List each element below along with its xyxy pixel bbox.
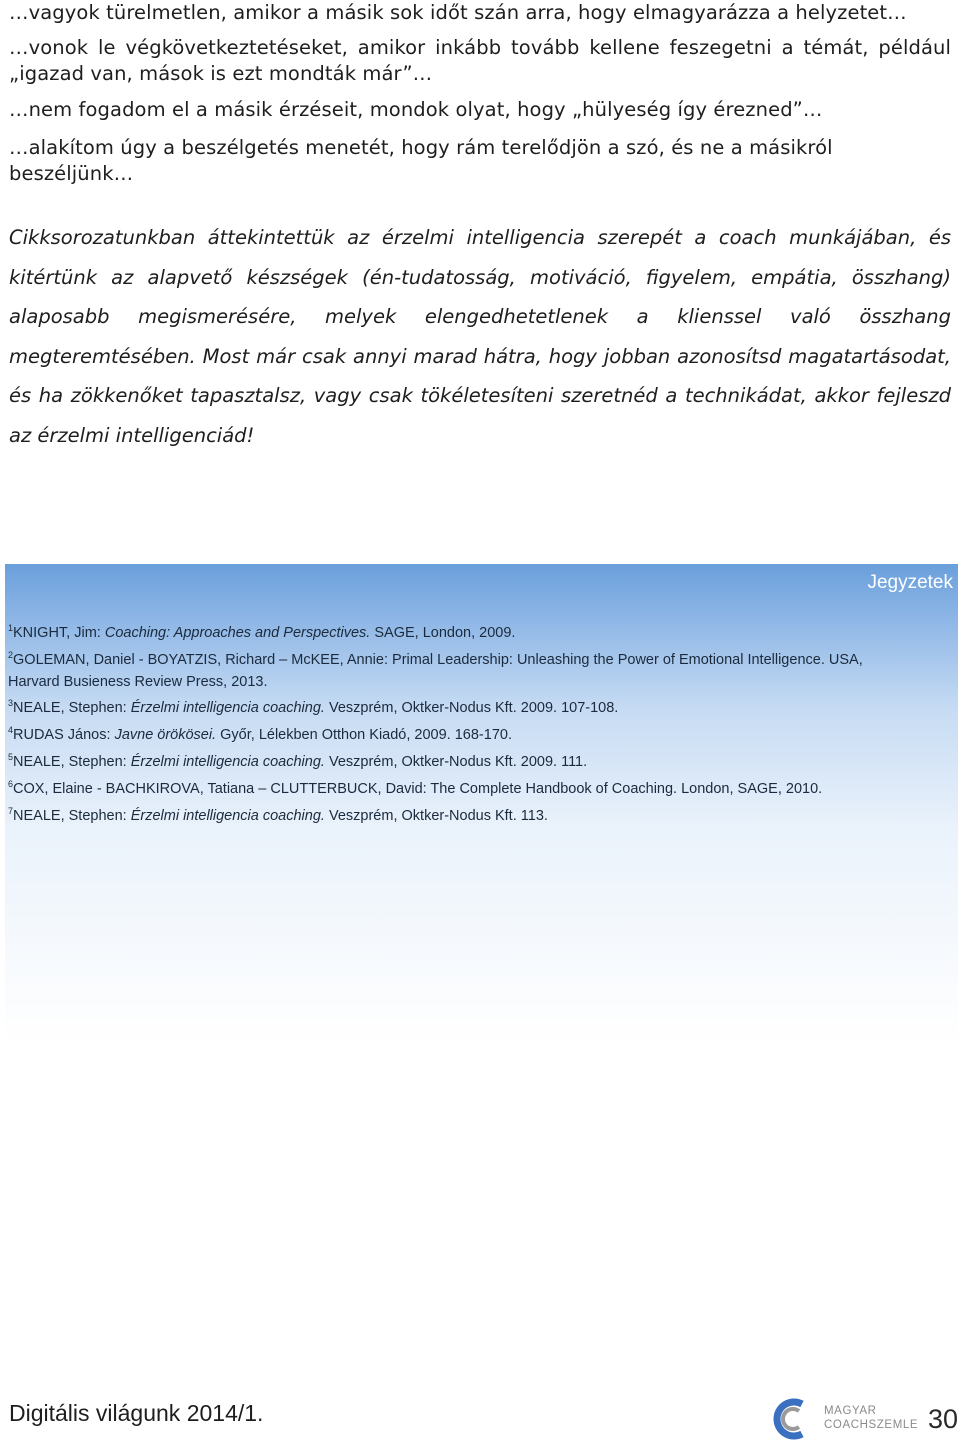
bullet-item: …nem fogadom el a másik érzéseit, mondok olyat, hogy „hülyeség így érezned”…: [9, 98, 823, 121]
note-title: Érzelmi intelligencia coaching.: [130, 753, 325, 770]
note-text: KNIGHT, Jim:: [13, 625, 105, 641]
note-title: Coaching: Approaches and Perspectives.: [104, 625, 371, 641]
note-item: [8, 747, 908, 774]
magyar-coachszemle-logo-icon: [772, 1398, 812, 1440]
bullet-item: …vagyok türelmetlen, amikor a másik sok időt szán arra, hogy elmagyarázza a helyzetet…: [9, 1, 907, 24]
notes-title: Jegyzetek: [867, 572, 953, 593]
note-item: [8, 774, 908, 801]
note-title: Javne örökösei.: [114, 727, 217, 744]
note-title: Érzelmi intelligencia coaching.: [130, 807, 325, 824]
note-text: NEALE, Stephen:: [13, 753, 131, 770]
bullet-item: …alakítom úgy a beszélgetés menetét, hogy rám terelődjön a szó, és ne a másikról beszéljünk…: [9, 136, 833, 185]
note-text: GOLEMAN, Daniel - BOYATZIS, Richard – McKEE, Annie: Primal Leadership: Unleashing the Power of Emotional Intelligence. USA, Harvard Busieness Review Press, 2013.: [8, 651, 863, 690]
note-title: Érzelmi intelligencia coaching.: [130, 700, 325, 717]
note-text: SAGE, London, 2009.: [370, 625, 516, 641]
notes-panel: [5, 564, 958, 1044]
note-text: Győr, Lélekben Otthon Kiadó, 2009. 168-170.: [216, 727, 512, 744]
page-number: 30: [928, 1404, 959, 1434]
note-number: 6: [8, 778, 14, 789]
note-text: NEALE, Stephen:: [13, 807, 131, 824]
note-number: 5: [8, 751, 14, 762]
note-text: Veszprém, Oktker-Nodus Kft. 2009. 111.: [324, 753, 588, 770]
note-text: NEALE, Stephen:: [13, 700, 131, 717]
notes-list: [8, 618, 908, 827]
logo-line: MAGYAR: [824, 1405, 877, 1417]
bullet-item: …vonok le végkövetkeztetéseket, amikor inkább tovább kellene feszegetni a témát, például „igazad van, mások is ezt mondták már”…: [9, 36, 951, 85]
logo-text: [824, 1404, 918, 1432]
note-item: [8, 618, 908, 645]
note-text: Veszprém, Oktker-Nodus Kft. 113.: [324, 807, 548, 824]
note-number: 2: [8, 649, 14, 660]
note-text: RUDAS János:: [13, 727, 115, 744]
note-number: 3: [8, 698, 14, 709]
note-item: [8, 645, 908, 694]
note-text: COX, Elaine - BACHKIROVA, Tatiana – CLUTTERBUCK, David: The Complete Handbook of Coaching. London, SAGE, 2010.: [13, 780, 823, 797]
note-number: 1: [8, 623, 14, 633]
note-number: 4: [8, 725, 14, 736]
note-text: Veszprém, Oktker-Nodus Kft. 2009. 107-108.: [324, 700, 619, 717]
note-item: [8, 801, 908, 828]
note-item: [8, 693, 908, 720]
note-item: [8, 720, 908, 747]
publication-footer: Digitális világunk 2014/1.: [9, 1400, 264, 1426]
summary-paragraph: Cikksorozatunkban áttekintettük az érzelmi intelligencia szerepét a coach munkájában, és kitértünk az alapvető készségek (én-tudatosság, motiváció, figyelem, empátia, összhang) alaposabb megismerésére, melyek elengedhetetlenek a klienssel való összhang megteremtésében. Most már csak annyi marad hátra, hogy jobban azonosítsd magatartásodat, és ha zökkenőket tapasztalsz, vagy csak tökéletesíteni szeretnéd a technikádat, akkor fejleszd az érzelmi intelligenciád!: [9, 226, 951, 447]
note-number: 7: [8, 805, 14, 816]
logo-line: COACHSZEMLE: [824, 1419, 919, 1431]
